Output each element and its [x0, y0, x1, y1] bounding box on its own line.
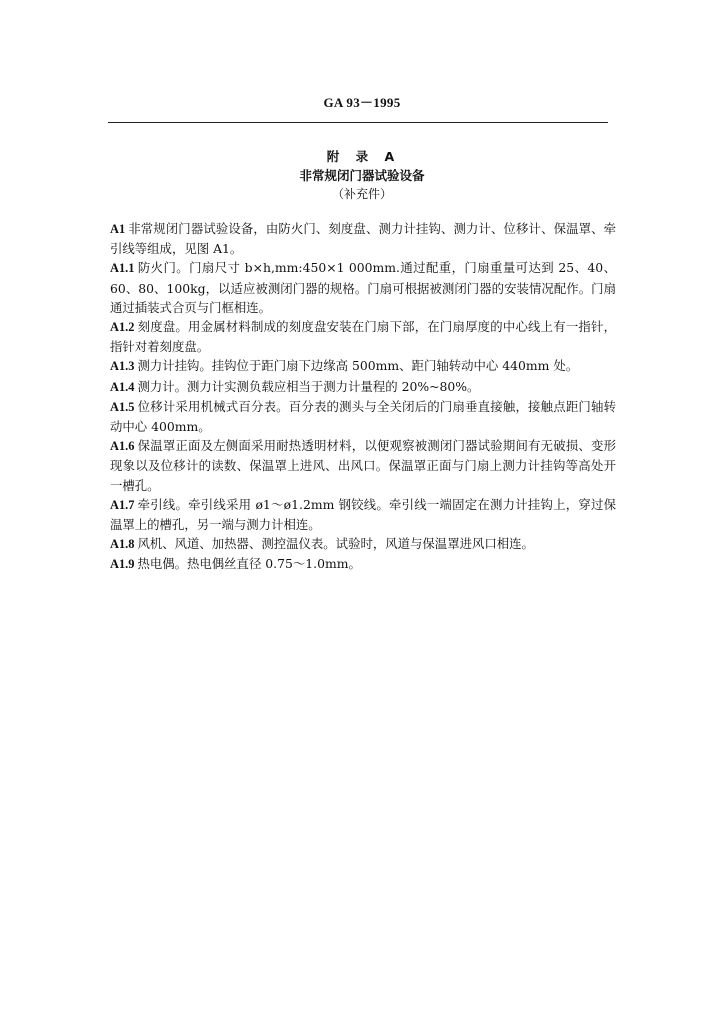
clause-text: 测力计。测力计实测负载应相当于测力计量程的 20%~80%。: [137, 378, 480, 394]
clause-list: [110, 219, 616, 575]
clause-number: A1.2: [110, 320, 135, 335]
clause-text: 非常规闭门器试验设备，由防火门、刻度盘、测力计挂钩、测力计、位移计、保温罩、牵引线等组成，见图 A1。: [110, 221, 616, 257]
clause-text: 位移计采用机械式百分表。百分表的测头与全关闭后的门扇垂直接触，接触点距门轴转动中心 400mm。: [110, 398, 616, 435]
appendix-note: （补充件）: [331, 187, 392, 201]
clause-a1-8: [110, 534, 616, 554]
clause-number: A1.7: [110, 497, 135, 512]
clause-text: 测力计挂钩。挂钩位于距门扇下边缘高 500mm、距门轴转动中心 440mm 处。: [137, 358, 579, 374]
clause-a1-2: [110, 317, 616, 356]
clause-number: A1.3: [110, 359, 135, 374]
clause-number: A1: [110, 222, 126, 236]
clause-number: A1.4: [110, 379, 135, 394]
clause-text: 风机、风道、加热器、测控温仪表。试验时，风道与保温罩进风口相连。: [137, 536, 534, 552]
appendix-label: 附 录 A: [326, 149, 398, 164]
clause-a1-5: [110, 397, 616, 436]
clause-a1-9: [110, 554, 616, 574]
clause-text: 保温罩正面及左侧面采用耐热透明材料，以便观察被测闭门器试验期间有无破损、变形现象以及位移计的读数、保温罩上进风、出风口。保温罩正面与门扇上测力计挂钩等高处开一槽孔。: [110, 438, 616, 493]
clause-a1-4: [110, 377, 616, 397]
clause-text: 热电偶。热电偶丝直径 0.75～1.0mm。: [137, 556, 361, 572]
clause-a1-1: [110, 258, 616, 317]
clause-number: A1.1: [110, 261, 135, 276]
clause-text: 防火门。门扇尺寸 b×h,mm:450×1 000mm.通过配重，门扇重量可达到 25、40、60、80、100kg，以适应被测闭门器的规格。门扇可根据被测闭门器的安装情况配作。门扇通过插装式合页与门框相连。: [110, 260, 616, 315]
clause-number: A1.8: [110, 537, 135, 552]
clause-number: A1.9: [110, 557, 135, 572]
standard-code: GA 93－1995: [323, 95, 401, 110]
clause-a1-6: [110, 436, 616, 495]
clause-a1-7: [110, 495, 616, 534]
header-rule: [108, 122, 608, 123]
clause-a1: [110, 219, 616, 258]
clause-number: A1.5: [110, 399, 135, 414]
clause-a1-3: [110, 356, 616, 376]
clause-text: 牵引线。牵引线采用 ø1～ø1.2mm 钢铰线。牵引线一端固定在测力计挂钩上，穿过保温罩上的槽孔，另一端与测力计相连。: [110, 496, 616, 533]
appendix-title: 非常规闭门器试验设备: [299, 168, 425, 183]
clause-text: 刻度盘。用金属材料制成的刻度盘安装在门扇下部，在门扇厚度的中心线上有一指针，指针对着刻度盘。: [110, 319, 616, 355]
clause-number: A1.6: [110, 439, 135, 454]
